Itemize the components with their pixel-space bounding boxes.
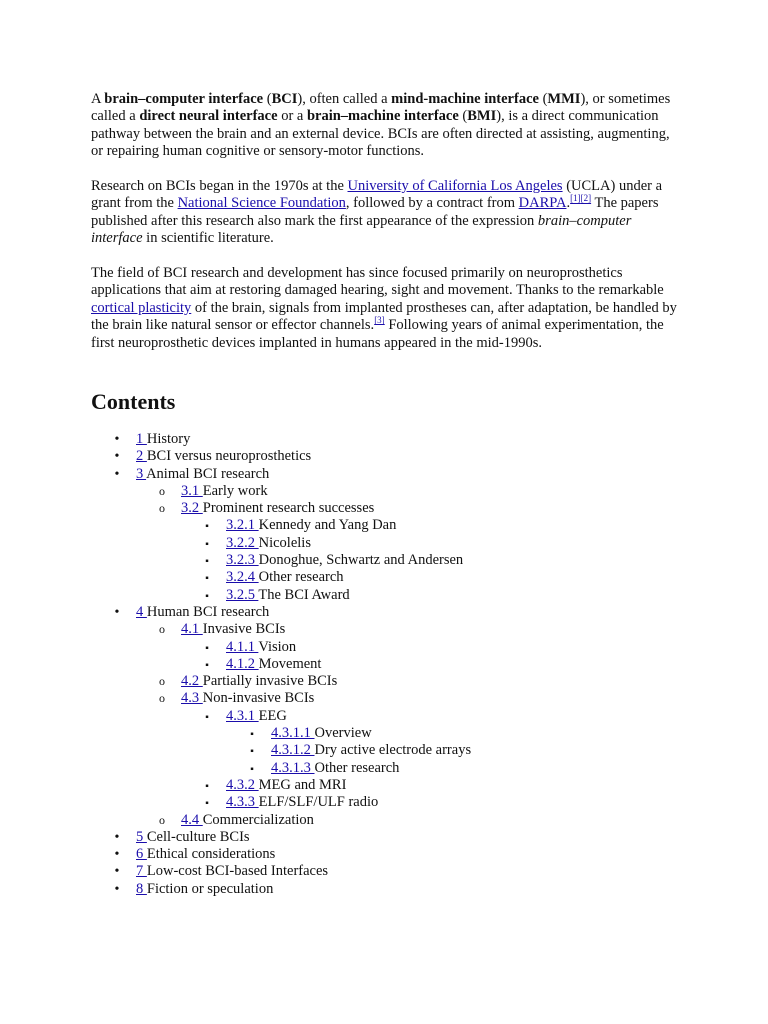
toc-link[interactable]: 5 bbox=[136, 828, 147, 845]
term-dni: direct neural interface bbox=[139, 108, 278, 125]
toc-item: o 4.1 Invasive BCIs bbox=[91, 621, 691, 638]
bullet-disc-icon bbox=[112, 431, 122, 448]
bullet-disc-icon bbox=[112, 466, 122, 483]
intro-paragraph-3: The field of BCI research and development has since focused primarily on neuroprosthetics applications that aim at restoring damaged hearing, sight and movement. Thanks to the remarkable cortical plasticity of the brain, signals from implanted prostheses can, after adaptation, be handled by the brain like natural sensor or effector channels.[3] Following years of animal experimentation, the first neuroprosthetic devices implanted in humans appeared in the mid-1990s. bbox=[91, 265, 677, 351]
toc-link[interactable]: 4.3.1.2 bbox=[271, 742, 315, 759]
toc-link[interactable]: 4.3 bbox=[181, 690, 203, 707]
bullet-disc-icon bbox=[112, 829, 122, 846]
toc-link[interactable]: 7 bbox=[136, 863, 147, 880]
bullet-disc-icon bbox=[112, 448, 122, 465]
toc-link[interactable]: 6 bbox=[136, 846, 147, 863]
bullet-circle-icon bbox=[157, 483, 167, 500]
toc-item: • 2 BCI versus neuroprosthetics bbox=[91, 448, 691, 465]
toc-item: o 4.3 Non-invasive BCIs bbox=[91, 690, 691, 707]
article-intro bbox=[91, 91, 681, 352]
bullet-square-icon bbox=[247, 725, 257, 743]
term-bci: brain–computer interface bbox=[104, 91, 264, 107]
toc-link[interactable]: 3.2.3 bbox=[226, 552, 259, 569]
term-bmi: brain–machine interface bbox=[306, 108, 459, 125]
bullet-square-icon bbox=[202, 794, 212, 812]
toc-link[interactable]: 3.2.4 bbox=[226, 569, 259, 586]
link-darpa[interactable]: DARPA bbox=[518, 195, 567, 212]
toc-link[interactable]: 4.3.1.1 bbox=[271, 725, 315, 742]
toc-item: ▪ 3.2.1 Kennedy and Yang Dan bbox=[91, 517, 691, 534]
toc-link[interactable]: 4.1.2 bbox=[226, 655, 259, 672]
bullet-square-icon bbox=[202, 535, 212, 553]
toc-link[interactable]: 3.1 bbox=[181, 482, 203, 499]
bullet-square-icon bbox=[202, 656, 212, 674]
bullet-square-icon bbox=[202, 517, 212, 535]
citation-2[interactable]: [2] bbox=[580, 193, 592, 204]
toc-item: o 4.2 Partially invasive BCIs bbox=[91, 673, 691, 690]
toc-link[interactable]: 4.3.2 bbox=[226, 776, 259, 793]
toc-item: o 3.2 Prominent research successes bbox=[91, 500, 691, 517]
term-mmi: mind-machine interface bbox=[391, 91, 539, 107]
toc-item: ▪ 3.2.5 The BCI Award bbox=[91, 587, 691, 604]
bullet-square-icon bbox=[202, 587, 212, 605]
bullet-disc-icon bbox=[112, 604, 122, 621]
toc-link[interactable]: 3.2.1 bbox=[226, 517, 259, 534]
toc-item: ▪ 3.2.4 Other research bbox=[91, 569, 691, 586]
toc-item: o 3.1 Early work bbox=[91, 483, 691, 500]
toc-item: • 8 Fiction or speculation bbox=[91, 881, 691, 898]
bullet-square-icon bbox=[247, 742, 257, 760]
toc-link[interactable]: 4.4 bbox=[181, 811, 203, 828]
bullet-disc-icon bbox=[112, 881, 122, 898]
bullet-circle-icon bbox=[157, 621, 167, 638]
toc-item: ▪ 4.3.1.1 Overview bbox=[91, 725, 691, 742]
toc-item: ▪ 4.3.3 ELF/SLF/ULF radio bbox=[91, 794, 691, 811]
toc-item: ▪ 4.3.2 MEG and MRI bbox=[91, 777, 691, 794]
bullet-square-icon bbox=[202, 639, 212, 657]
toc-link[interactable]: 8 bbox=[136, 880, 147, 897]
toc-item: ▪ 4.3.1.2 Dry active electrode arrays bbox=[91, 742, 691, 759]
toc-item: ▪ 4.3.1.3 Other research bbox=[91, 760, 691, 777]
toc-item: ▪ 3.2.3 Donoghue, Schwartz and Andersen bbox=[91, 552, 691, 569]
bullet-square-icon bbox=[202, 708, 212, 726]
bullet-square-icon bbox=[202, 569, 212, 587]
toc-link[interactable]: 3 bbox=[136, 465, 147, 482]
contents-heading: Contents bbox=[91, 389, 176, 414]
toc-link[interactable]: 3.2.5 bbox=[226, 586, 259, 603]
bullet-circle-icon bbox=[157, 690, 167, 707]
toc-link[interactable]: 1 bbox=[136, 431, 147, 447]
toc-item: ▪ 3.2.2 Nicolelis bbox=[91, 535, 691, 552]
toc-link[interactable]: 4.1.1 bbox=[226, 638, 259, 655]
toc-item: ▪ 4.1.1 Vision bbox=[91, 639, 691, 656]
bullet-square-icon bbox=[202, 552, 212, 570]
toc-item: o 4.4 Commercialization bbox=[91, 812, 691, 829]
link-cortical-plasticity[interactable]: cortical plasticity bbox=[91, 299, 192, 316]
toc-item: ▪ 4.1.2 Movement bbox=[91, 656, 691, 673]
toc-link[interactable]: 4.3.1.3 bbox=[271, 759, 315, 776]
bullet-disc-icon bbox=[112, 846, 122, 863]
toc-link[interactable]: 4.3.3 bbox=[226, 794, 259, 811]
intro-paragraph-2: Research on BCIs began in the 1970s at the University of California Los Angeles (UCLA) under a grant from the National Science Foundation, followed by a contract from DARPA.[1][2] The papers published after this research also mark the first appearance of the expression brain–computer interface in scientific literature. bbox=[91, 178, 663, 247]
toc-item: ▪ 4.3.1 EEG bbox=[91, 708, 691, 725]
toc-link[interactable]: 4.3.1 bbox=[226, 707, 259, 724]
toc-link[interactable]: 3.2 bbox=[181, 500, 203, 517]
toc-link[interactable]: 2 bbox=[136, 448, 147, 465]
bullet-square-icon bbox=[202, 777, 212, 795]
link-nsf[interactable]: National Science Foundation bbox=[177, 195, 346, 212]
toc-link[interactable]: 4.2 bbox=[181, 673, 203, 690]
toc-item: • 1 History bbox=[91, 431, 691, 448]
table-of-contents bbox=[91, 431, 691, 898]
toc-item: • 6 Ethical considerations bbox=[91, 846, 691, 863]
toc-link[interactable]: 4 bbox=[136, 603, 147, 620]
citation-3[interactable]: [3] bbox=[374, 315, 385, 326]
link-ucla[interactable]: University of California Los Angeles bbox=[347, 178, 563, 195]
citation-1[interactable]: [1] bbox=[570, 193, 581, 204]
toc-item: • 3 Animal BCI research bbox=[91, 466, 691, 483]
bullet-square-icon bbox=[247, 760, 257, 778]
bullet-circle-icon bbox=[157, 812, 167, 829]
toc-link[interactable]: 4.1 bbox=[181, 621, 203, 638]
toc-item: • 4 Human BCI research bbox=[91, 604, 691, 621]
toc-item: • 7 Low-cost BCI-based Interfaces bbox=[91, 863, 691, 880]
bullet-circle-icon bbox=[157, 673, 167, 690]
toc-item: • 5 Cell-culture BCIs bbox=[91, 829, 691, 846]
intro-paragraph-1: A brain–computer interface (BCI), often called a mind-machine interface (MMI), or sometimes called a direct neural interface or a brain–machine interface (BMI), is a direct communication pathway between the brain and an external device. BCIs are often directed at assisting, augmenting, or repairing human cognitive or sensory-motor functions. bbox=[91, 91, 671, 160]
bullet-disc-icon bbox=[112, 863, 122, 880]
toc-link[interactable]: 3.2.2 bbox=[226, 534, 259, 551]
bullet-circle-icon bbox=[157, 500, 167, 517]
